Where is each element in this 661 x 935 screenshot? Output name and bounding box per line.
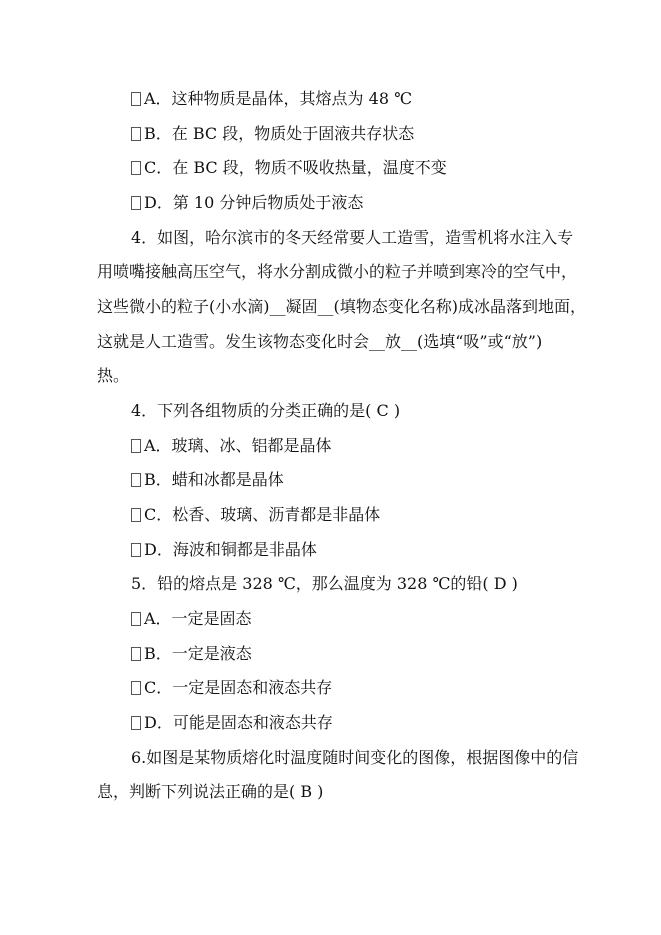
question-6-line1 bbox=[131, 748, 578, 768]
option-b-q3 bbox=[131, 124, 414, 144]
option-b-q5 bbox=[131, 644, 252, 664]
line-text: 这就是人工造雪。发生该物态变化时会__放__(选填“吸”或“放”) bbox=[97, 332, 543, 351]
question-4a-line3 bbox=[97, 297, 586, 317]
line-text: 4．如图，哈尔滨市的冬天经常要人工造雪，造雪机将水注入专 bbox=[131, 228, 574, 247]
question-4a-line2 bbox=[97, 262, 577, 282]
option-c-q3 bbox=[131, 158, 447, 178]
question-5-stem bbox=[131, 574, 518, 594]
checkbox-placeholder-icon bbox=[131, 92, 141, 106]
line-text: C．在 BC 段，物质不吸收热量，温度不变 bbox=[144, 158, 447, 177]
option-a-q3 bbox=[131, 89, 412, 109]
checkbox-placeholder-icon bbox=[131, 543, 141, 557]
option-a-q4b bbox=[131, 436, 332, 456]
option-b-q4b bbox=[131, 470, 284, 490]
line-text: D．可能是固态和液态共存 bbox=[144, 713, 333, 732]
line-text: 5．铅的熔点是 328 ℃，那么温度为 328 ℃的铅( D ) bbox=[131, 574, 518, 593]
option-a-q5 bbox=[131, 609, 252, 629]
line-text: B．蜡和冰都是晶体 bbox=[144, 470, 284, 489]
option-d-q4b bbox=[131, 540, 317, 560]
checkbox-placeholder-icon bbox=[131, 439, 141, 453]
question-4a-line1 bbox=[131, 228, 573, 248]
line-text: D．第 10 分钟后物质处于液态 bbox=[144, 193, 364, 212]
line-text: 用喷嘴接触高压空气，将水分割成微小的粒子并喷到寒冷的空气中， bbox=[97, 262, 578, 281]
checkbox-placeholder-icon bbox=[131, 473, 141, 487]
option-d-q5 bbox=[131, 713, 333, 733]
line-text: 息，判断下列说法正确的是( B ) bbox=[97, 782, 324, 801]
question-6-line2 bbox=[97, 782, 323, 802]
checkbox-placeholder-icon bbox=[131, 196, 141, 210]
option-c-q5 bbox=[131, 678, 332, 698]
line-text: 6.如图是某物质熔化时温度随时间变化的图像，根据图像中的信 bbox=[131, 748, 579, 767]
line-text: 4．下列各组物质的分类正确的是( C ) bbox=[131, 401, 401, 420]
checkbox-placeholder-icon bbox=[131, 127, 141, 141]
checkbox-placeholder-icon bbox=[131, 161, 141, 175]
checkbox-placeholder-icon bbox=[131, 647, 141, 661]
line-text: C．松香、玻璃、沥青都是非晶体 bbox=[144, 505, 381, 524]
line-text: B．一定是液态 bbox=[144, 644, 252, 663]
line-text: A．一定是固态 bbox=[144, 609, 252, 628]
line-text: 热。 bbox=[97, 366, 130, 385]
line-text: A．这种物质是晶体，其熔点为 48 ℃ bbox=[144, 89, 412, 108]
line-text: D．海波和铜都是非晶体 bbox=[144, 540, 317, 559]
checkbox-placeholder-icon bbox=[131, 612, 141, 626]
line-text: 这些微小的粒子(小水滴)__凝固__(填物态变化名称)成冰晶落到地面， bbox=[97, 297, 586, 316]
checkbox-placeholder-icon bbox=[131, 716, 141, 730]
line-text: C．一定是固态和液态共存 bbox=[144, 678, 333, 697]
line-text: B．在 BC 段，物质处于固液共存状态 bbox=[144, 124, 415, 143]
question-4b-stem bbox=[131, 401, 400, 421]
question-4a-line5 bbox=[97, 366, 129, 386]
question-4a-line4 bbox=[97, 332, 542, 352]
option-c-q4b bbox=[131, 505, 380, 525]
option-d-q3 bbox=[131, 193, 363, 213]
checkbox-placeholder-icon bbox=[131, 681, 141, 695]
checkbox-placeholder-icon bbox=[131, 508, 141, 522]
line-text: A．玻璃、冰、铝都是晶体 bbox=[144, 436, 332, 455]
